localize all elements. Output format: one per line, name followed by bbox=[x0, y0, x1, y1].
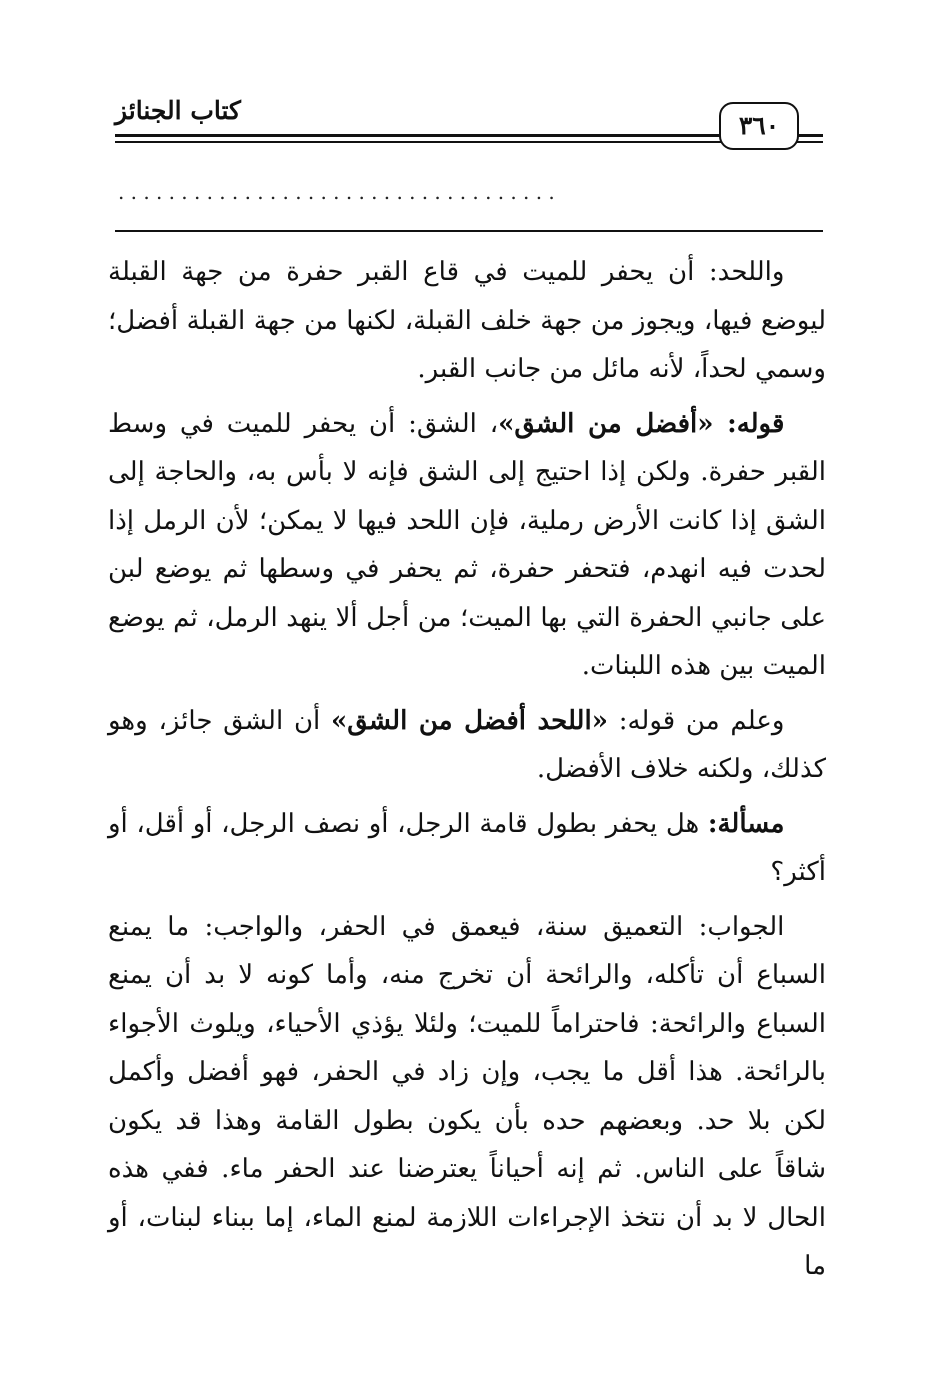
question-lead: مسألة: bbox=[707, 808, 785, 839]
quote-lead: قوله: «أفضل من الشق» bbox=[498, 408, 785, 439]
paragraph-text: ، الشق: أن يحفر للميت في وسط القبر حفرة. ولكن إذا احتيج إلى الشق فإنه لا بأس به، والحاجة إلى الشق إذا كانت الأرض رملية، فإن اللحد فيها لا يمكن؛ لأن الرمل إذا لحدت فيه انهدم، فتحفر حفرة، ثم يحفر في وسطها ثم يوضع لبن على جانبي الحفرة التي بها الميت؛ من أجل ألا ينهد الرمل، ثم يوضع الميت بين هذه اللبنات. bbox=[108, 408, 826, 681]
paragraph-text: واللحد: أن يحفر للميت في قاع القبر حفرة من جهة القبلة ليوضع فيها، ويجوز من جهة خلف القبلة، لكنها من جهة القبلة أفضل؛ وسمي لحداً، لأنه مائل من جانب القبر. bbox=[108, 257, 826, 384]
running-header bbox=[115, 96, 823, 156]
paragraph-text: أن الشق جائز، وهو كذلك، ولكنه خلاف الأفضل. bbox=[108, 705, 826, 784]
paragraph-answer bbox=[108, 903, 826, 1291]
header-rule-thick bbox=[115, 134, 823, 137]
paragraph-lahd-definition bbox=[108, 248, 826, 394]
book-title: كتاب الجنائز bbox=[115, 96, 241, 125]
paragraph-inference bbox=[108, 697, 826, 794]
quote-lead: «اللحد أفضل من الشق» bbox=[331, 705, 608, 736]
dotted-separator: ................................... bbox=[118, 180, 562, 204]
page-number-badge: ٣٦٠ bbox=[719, 102, 799, 150]
footnote-separator-line bbox=[115, 230, 823, 232]
paragraph-question bbox=[108, 800, 826, 897]
paragraph-text: الجواب: التعميق سنة، فيعمق في الحفر، والواجب: ما يمنع السباع أن تأكله، والرائحة أن تخرج منه، وأما كونه لا بد أن يمنع السباع والرائحة: فاحتراماً للميت؛ ولئلا يؤذي الأحياء، ويلوث الأجواء بالرائحة. هذا أقل ما يجب، وإن زاد في الحفر، فهو أفضل وأكمل لكن بلا حد. وبعضهم حده بأن يكون بطول القامة وهذا قد يكون شاقاً على الناس. ثم إنه أحياناً يعترضنا عند الحفر ماء. ففي هذه الحال لا بد أن نتخذ الإجراءات اللازمة لمنع الماء، إما ببناء لبنات، أو ما bbox=[108, 911, 826, 1281]
paragraph-text: هل يحفر بطول قامة الرجل، أو نصف الرجل، أو أقل، أو أكثر؟ bbox=[108, 808, 826, 887]
paragraph-shaqq bbox=[108, 400, 826, 691]
header-rule-thin bbox=[115, 141, 823, 143]
paragraph-pre: وعلم من قوله: bbox=[607, 705, 785, 736]
page-body bbox=[108, 248, 826, 1297]
